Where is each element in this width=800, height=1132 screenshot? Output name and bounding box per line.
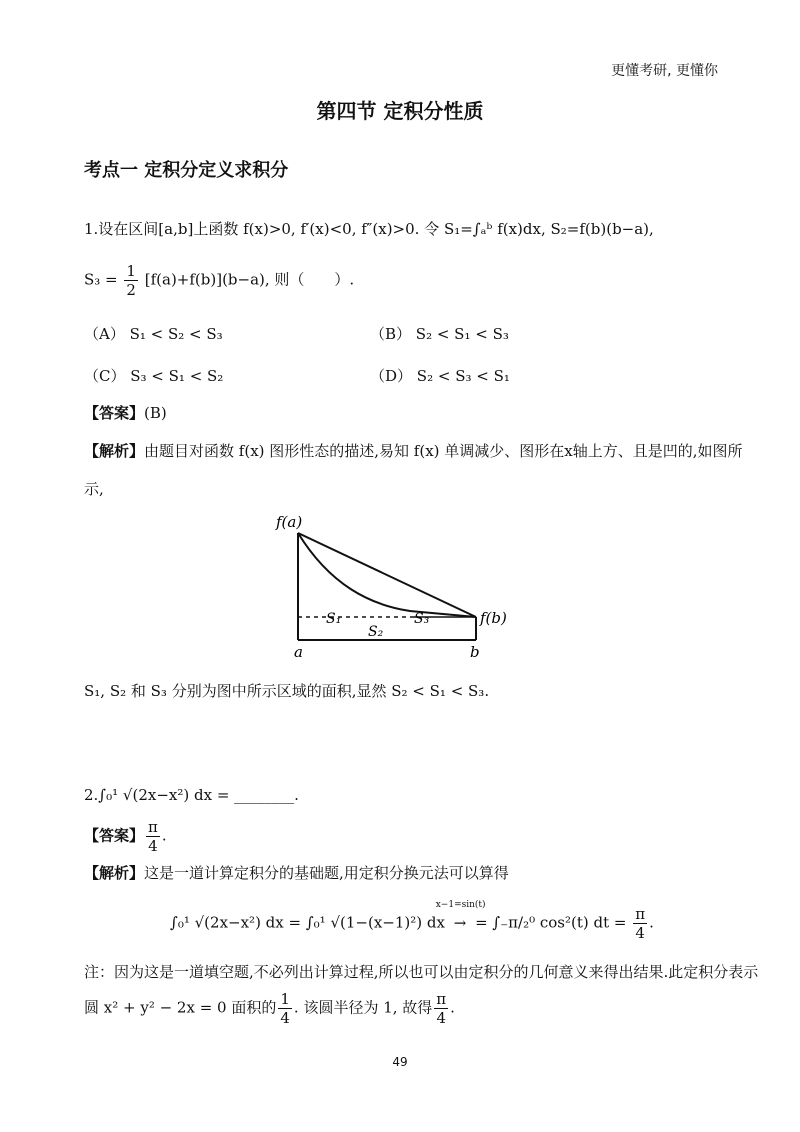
q1-half-fraction xyxy=(124,262,138,299)
label-b: b xyxy=(470,643,480,661)
section-title: 考点一 定积分定义求积分 xyxy=(84,160,289,181)
q2-answer-num: π xyxy=(148,818,158,836)
area-comparison-figure xyxy=(270,505,530,665)
q2-note-fraction2 xyxy=(434,990,448,1027)
q2-note-fraction xyxy=(278,990,292,1027)
q2-formula-end: . xyxy=(649,913,654,932)
page-header: 更懂考研, 更懂你 xyxy=(611,63,718,79)
q1-analysis-line1 xyxy=(84,440,743,461)
q2-note-mid: . 该圆半径为 1, 故得 xyxy=(293,998,433,1017)
q2-analysis-text: 这是一道计算定积分的基础题,用定积分换元法可以算得 xyxy=(144,864,509,882)
q2-formula-right: = ∫₋π/₂⁰ cos²(t) dt = xyxy=(475,913,627,932)
q2-arrow-label: x−1=sin(t) xyxy=(435,899,486,910)
q1-s3-expr: [f(a)+f(b)](b−a), 则（ ）. xyxy=(144,270,355,289)
q2-answer-den: 4 xyxy=(148,837,158,855)
q1-option-a: （A） S₁ < S₂ < S₃ xyxy=(84,325,223,343)
q2-note-line1: 注：因为这是一道填空题,不必列出计算过程,所以也可以由定积分的几何意义来得出结果.此定积分表示 xyxy=(84,963,759,981)
q2-arrow-symbol: → xyxy=(453,913,467,932)
q2-note-end: . xyxy=(450,998,455,1017)
label-s3: S₃ xyxy=(414,611,430,627)
q2-note-frac2-num: π xyxy=(436,990,447,1008)
label-fa: f(a) xyxy=(276,513,303,531)
q1-s3-label: S₃ = xyxy=(84,270,118,289)
q1-answer-label: 【答案】 xyxy=(84,404,145,422)
label-s2: S₂ xyxy=(368,624,384,640)
q1-answer-value: (B) xyxy=(144,404,167,422)
q1-option-d: （D） S₂ < S₃ < S₁ xyxy=(370,367,510,385)
q2-answer-fraction xyxy=(146,818,160,855)
q2-formula xyxy=(170,899,654,942)
q2-answer-label: 【答案】 xyxy=(84,826,145,845)
q2-note-frac2-den: 4 xyxy=(436,1009,446,1027)
q1-stem-line1: 1.设在区间[a,b]上函数 f(x)>0, f′(x)<0, f″(x)>0. 令 S₁=∫ₐᵇ f(x)dx, S₂=f(b)(b−a), xyxy=(84,220,654,238)
q2-analysis xyxy=(84,862,509,883)
q1-analysis-label: 【解析】 xyxy=(84,442,145,460)
q1-conclusion: S₁, S₂ 和 S₃ 分别为图中所示区域的面积,显然 S₂ < S₁ < S₃. xyxy=(84,682,490,700)
q1-stem-line2 xyxy=(84,262,354,299)
q1-answer xyxy=(84,402,167,423)
q2-note-line2 xyxy=(84,990,455,1027)
page-number: 49 xyxy=(392,1055,408,1069)
q2-formula-fraction xyxy=(633,905,647,942)
q2-answer xyxy=(84,818,167,855)
chord-line xyxy=(298,533,476,617)
q2-formula-num: π xyxy=(635,905,646,923)
q2-answer-suffix: . xyxy=(161,826,167,845)
q1-half-num: 1 xyxy=(126,262,136,280)
label-a: a xyxy=(294,643,303,661)
q2-note-pre: 圆 x² + y² − 2x = 0 面积的 xyxy=(84,998,277,1017)
q1-option-b: （B） S₂ < S₁ < S₃ xyxy=(370,325,509,343)
label-fb: f(b) xyxy=(480,609,507,627)
q2-formula-den: 4 xyxy=(635,924,645,942)
q2-note-frac-den: 4 xyxy=(280,1009,290,1027)
q2-substitution-arrow xyxy=(435,899,486,932)
label-s1: S₁ xyxy=(326,611,342,627)
q2-question: 2.∫₀¹ √(2x−x²) dx = ________. xyxy=(84,786,299,804)
q1-option-c: （C） S₃ < S₁ < S₂ xyxy=(84,367,224,385)
q2-note-frac-num: 1 xyxy=(280,990,290,1008)
q1-half-den: 2 xyxy=(126,281,136,299)
q1-analysis-line2: 示, xyxy=(84,480,104,498)
q2-analysis-label: 【解析】 xyxy=(84,864,145,882)
q2-formula-left: ∫₀¹ √(2x−x²) dx = ∫₀¹ √(1−(x−1)²) dx xyxy=(170,913,445,932)
page-title: 第四节 定积分性质 xyxy=(316,99,484,123)
q1-analysis-text: 由题目对函数 f(x) 图形性态的描述,易知 f(x) 单调减少、图形在x轴上方、且是凹的,如图所 xyxy=(144,442,743,460)
